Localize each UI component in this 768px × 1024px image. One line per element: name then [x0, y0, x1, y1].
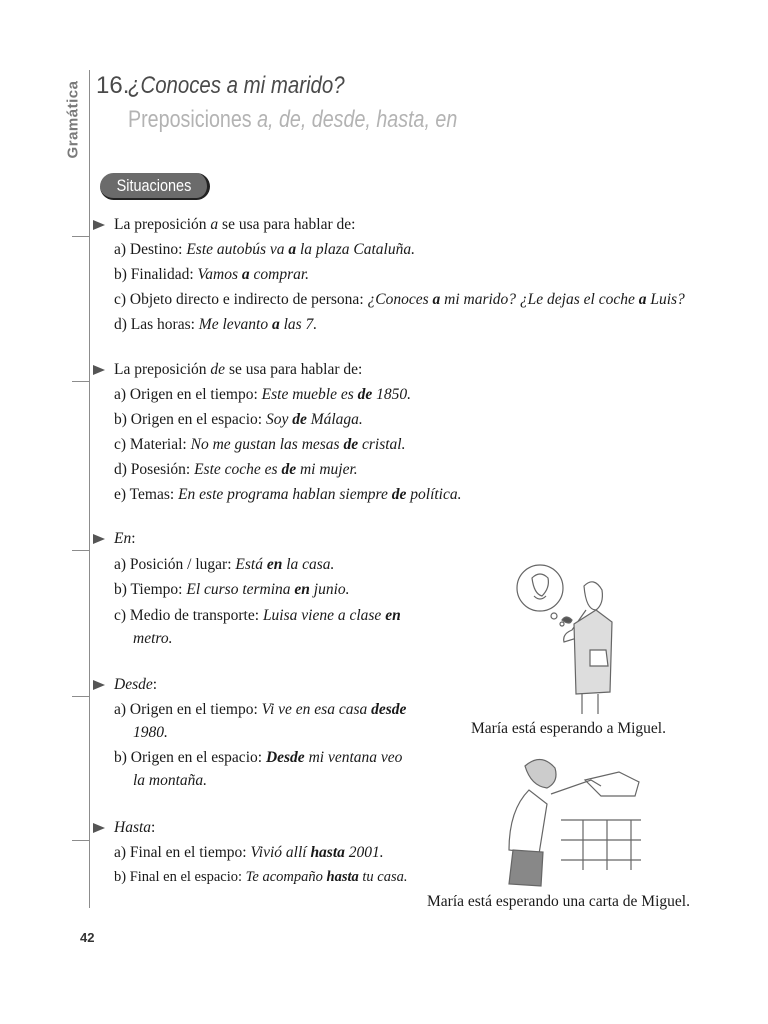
- arrow-bullet-icon: [93, 534, 105, 544]
- section-de-intro: La preposición de se usa para hablar de:: [114, 361, 363, 378]
- unit-subtitle: Preposiciones a, de, desde, hasta, en: [128, 106, 458, 133]
- section-de-item: a) Origen en el tiempo: Este mueble es de 1850.: [114, 386, 412, 403]
- arrow-bullet-icon: [93, 823, 105, 833]
- section-desde-item: a) Origen en el tiempo: Vi ve en esa casa desde: [114, 701, 407, 718]
- section-de-item: d) Posesión: Este coche es de mi mujer.: [114, 461, 358, 478]
- section-desde-item-cont: la montaña.: [133, 772, 208, 789]
- section-a-item: a) Destino: Este autobús va a la plaza Cataluña.: [114, 241, 415, 258]
- situaciones-badge: Situaciones: [100, 173, 210, 200]
- unit-number: 16.: [96, 72, 130, 99]
- section-en-item: b) Tiempo: El curso termina en junio.: [114, 581, 350, 598]
- section-desde-item-cont: 1980.: [133, 724, 168, 741]
- unit-title: ¿Conoces a mi marido?: [128, 72, 345, 99]
- thought-bubble: [517, 565, 563, 611]
- section-tick: [72, 696, 90, 697]
- section-a-item: d) Las horas: Me levanto a las 7.: [114, 316, 318, 333]
- caption-top: María está esperando a Miguel.: [471, 720, 666, 737]
- section-en-heading: En:: [114, 530, 136, 547]
- section-tick: [72, 236, 90, 237]
- side-label: Gramática: [64, 80, 82, 158]
- arrow-bullet-icon: [93, 220, 105, 230]
- section-en-item-cont: metro.: [133, 630, 173, 647]
- section-tick: [72, 381, 90, 382]
- section-a-item: c) Objeto directo e indirecto de persona: ¿Conoces a mi marido? ¿Le dejas el coche a Luis?: [114, 291, 685, 308]
- section-de-item: b) Origen en el espacio: Soy de Málaga.: [114, 411, 363, 428]
- section-de-item: e) Temas: En este programa hablan siempre de política.: [114, 486, 462, 503]
- margin-line: [89, 70, 90, 908]
- section-tick: [72, 840, 90, 841]
- arrow-bullet-icon: [93, 365, 105, 375]
- section-a-item: b) Finalidad: Vamos a comprar.: [114, 266, 310, 283]
- illustration-woman-waiting: [512, 560, 632, 720]
- section-a-intro: La preposición a se usa para hablar de:: [114, 216, 356, 233]
- arrow-bullet-icon: [93, 680, 105, 690]
- section-desde-item: b) Origen en el espacio: Desde mi ventana veo: [114, 749, 403, 766]
- section-hasta-item: b) Final en el espacio: Te acompaño hasta tu casa.: [114, 869, 408, 885]
- section-hasta-item: a) Final en el tiempo: Vivió allí hasta 2001.: [114, 844, 384, 861]
- illustration-woman-mailbox: [495, 750, 655, 890]
- section-hasta-heading: Hasta:: [114, 819, 156, 836]
- section-desde-heading: Desde:: [114, 676, 158, 693]
- section-tick: [72, 550, 90, 551]
- caption-bottom: María está esperando una carta de Miguel.: [427, 893, 690, 910]
- section-en-item: a) Posición / lugar: Está en la casa.: [114, 556, 335, 573]
- section-en-item: c) Medio de transporte: Luisa viene a clase en: [114, 607, 401, 624]
- section-de-item: c) Material: No me gustan las mesas de cristal.: [114, 436, 406, 453]
- page-number: 42: [80, 930, 95, 945]
